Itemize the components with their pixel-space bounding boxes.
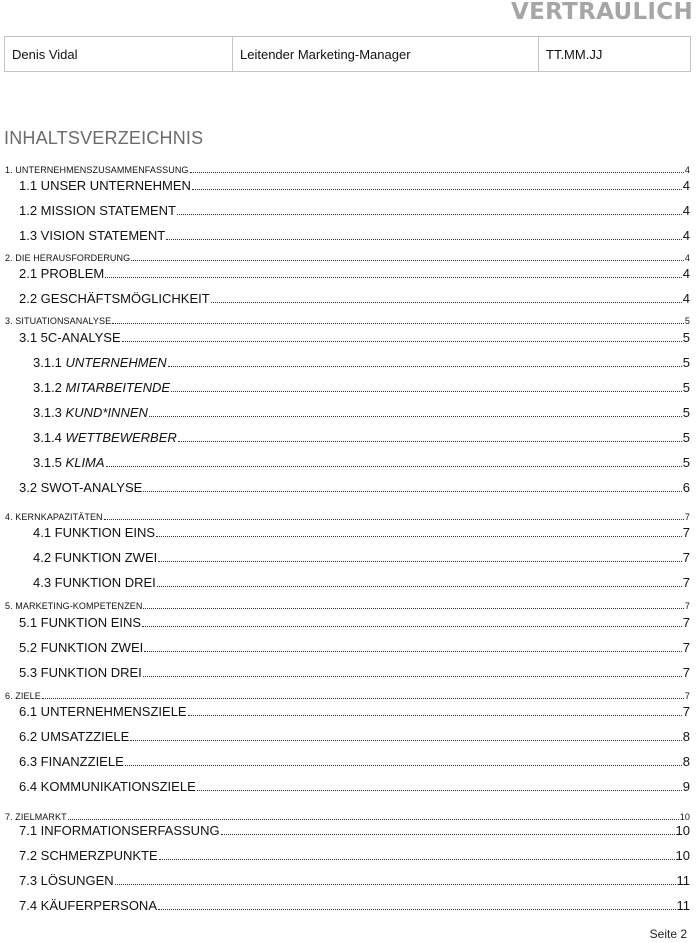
toc-dot-leader <box>131 260 684 261</box>
toc-entry[interactable] <box>33 455 690 470</box>
toc-entry-label: 5.3 FUNKTION DREI <box>19 665 142 680</box>
toc-entry-page: 4 <box>682 228 690 243</box>
author-role-cell: Leitender Marketing-Manager <box>233 37 539 72</box>
document-header-table <box>4 36 691 72</box>
toc-dot-leader <box>158 909 676 910</box>
toc-entry-page: 7 <box>684 601 690 611</box>
toc-entry-page: 9 <box>682 779 690 794</box>
toc-dot-leader <box>221 834 675 835</box>
toc-dot-leader <box>157 586 682 587</box>
toc-entry[interactable] <box>33 550 690 565</box>
toc-dot-leader <box>122 341 682 342</box>
toc-entry-label: 6. ZIELE <box>5 691 41 701</box>
toc-entry[interactable] <box>19 178 690 193</box>
toc-entry-page: 5 <box>682 355 690 370</box>
toc-dot-leader <box>143 608 683 609</box>
toc-entry-title: KUND*INNEN <box>65 405 148 420</box>
page-number: Seite 2 <box>649 927 687 941</box>
toc-entry-page: 8 <box>682 754 690 769</box>
toc-entry-page: 4 <box>682 203 690 218</box>
toc-entry[interactable] <box>19 779 690 794</box>
toc-entry-label: 6.2 UMSATZZIELE <box>19 729 130 744</box>
toc-entry[interactable] <box>33 430 690 445</box>
toc-entry-page: 5 <box>684 316 690 326</box>
toc-entry[interactable] <box>5 512 690 522</box>
toc-entry-page: 4 <box>682 178 690 193</box>
toc-entry-page: 4 <box>682 291 690 306</box>
toc-entry-page: 10 <box>679 812 690 822</box>
toc-entry-label: 2. DIE HERAUSFORDERUNG <box>5 253 131 263</box>
toc-entry[interactable] <box>5 812 690 822</box>
toc-entry-label: 5.1 FUNKTION EINS <box>19 615 142 630</box>
toc-entry-label: 5.2 FUNKTION ZWEI <box>19 640 144 655</box>
toc-entry[interactable] <box>19 848 690 863</box>
toc-entry-label <box>33 405 148 420</box>
toc-entry-number: 3.1.2 <box>33 380 62 395</box>
toc-entry-page: 7 <box>682 525 690 540</box>
toc-dot-leader <box>142 626 682 627</box>
toc-dot-leader <box>159 859 675 860</box>
toc-entry-label <box>33 455 105 470</box>
toc-entry-title: UNTERNEHMEN <box>65 355 167 370</box>
toc-entry-label: 1.2 MISSION STATEMENT <box>19 203 176 218</box>
toc-entry[interactable] <box>19 640 690 655</box>
toc-dot-leader <box>171 391 682 392</box>
toc-entry-page: 5 <box>682 380 690 395</box>
toc-dot-leader <box>166 239 682 240</box>
toc-entry-page: 8 <box>682 729 690 744</box>
toc-entry[interactable] <box>19 704 690 719</box>
toc-entry-page: 7 <box>684 691 690 701</box>
toc-dot-leader <box>68 819 679 820</box>
toc-entry[interactable] <box>5 253 690 263</box>
toc-entry-label: 2.1 PROBLEM <box>19 266 105 281</box>
toc-entry-page: 5 <box>682 455 690 470</box>
toc-dot-leader <box>105 277 682 278</box>
toc-dot-leader <box>149 416 682 417</box>
toc-entry-label: 4.1 FUNKTION EINS <box>33 525 156 540</box>
toc-entry-page: 4 <box>682 266 690 281</box>
toc-entry-label: 5. MARKETING-KOMPETENZEN <box>5 601 143 611</box>
toc-entry-label: 2.2 GESCHÄFTSMÖGLICHKEIT <box>19 291 210 306</box>
toc-entry[interactable] <box>19 873 690 888</box>
confidential-label: VERTRAULICH <box>511 0 693 25</box>
toc-entry-number: 3.1.1 <box>33 355 62 370</box>
header-row <box>5 37 691 72</box>
toc-dot-leader <box>115 884 676 885</box>
toc-entry-page: 6 <box>682 480 690 495</box>
toc-dot-leader <box>178 441 682 442</box>
toc-entry[interactable] <box>19 480 690 495</box>
toc-entry[interactable] <box>5 601 690 611</box>
toc-entry-number: 3.1.3 <box>33 405 62 420</box>
toc-entry-label: 4.2 FUNKTION ZWEI <box>33 550 158 565</box>
toc-dot-leader <box>197 790 682 791</box>
toc-dot-leader <box>130 740 681 741</box>
toc-entry[interactable] <box>19 615 690 630</box>
toc-entry-label <box>33 430 177 445</box>
toc-entry-page: 7 <box>682 665 690 680</box>
toc-entry[interactable] <box>33 380 690 395</box>
toc-entry[interactable] <box>33 355 690 370</box>
toc-dot-leader <box>125 765 682 766</box>
toc-entry-page: 5 <box>682 405 690 420</box>
toc-dot-leader <box>188 715 682 716</box>
toc-dot-leader <box>156 536 682 537</box>
author-name-cell: Denis Vidal <box>5 37 233 72</box>
toc-entry-page: 5 <box>682 330 690 345</box>
toc-entry-number: 3.1.4 <box>33 430 62 445</box>
toc-dot-leader <box>143 676 682 677</box>
toc-entry[interactable] <box>19 203 690 218</box>
toc-entry-label: 3.2 SWOT-ANALYSE <box>19 480 143 495</box>
toc-dot-leader <box>168 366 682 367</box>
toc-entry-label: 1. UNTERNEHMENSZUSAMMENFASSUNG <box>5 165 189 175</box>
toc-dot-leader <box>104 519 684 520</box>
date-cell: TT.MM.JJ <box>539 37 691 72</box>
toc-entry-label: 6.1 UNTERNEHMENSZIELE <box>19 704 187 719</box>
toc-dot-leader <box>112 323 684 324</box>
toc-entry[interactable] <box>5 316 690 326</box>
toc-entry-title: KLIMA <box>65 455 105 470</box>
toc-entry-label: 3. SITUATIONSANALYSE <box>5 316 112 326</box>
toc-entry-page: 7 <box>682 704 690 719</box>
toc-entry-page: 4 <box>684 253 690 263</box>
toc-dot-leader <box>211 302 682 303</box>
toc-dot-leader <box>106 466 682 467</box>
toc-entry-title: MITARBEITENDE <box>65 380 171 395</box>
toc-entry[interactable] <box>33 525 690 540</box>
toc-entry[interactable] <box>33 405 690 420</box>
toc-entry[interactable] <box>19 228 690 243</box>
toc-entry-page: 10 <box>675 823 690 838</box>
toc-entry-label: 7.1 INFORMATIONSERFASSUNG <box>19 823 220 838</box>
toc-entry[interactable] <box>19 291 690 306</box>
toc-entry-label: 7. ZIELMARKT <box>5 812 67 822</box>
toc-entry-page: 7 <box>682 640 690 655</box>
toc-entry-page: 11 <box>676 873 690 888</box>
toc-entry[interactable] <box>19 266 690 281</box>
toc-dot-leader <box>42 698 684 699</box>
toc-dot-leader <box>192 189 682 190</box>
toc-entry-page: 10 <box>675 848 690 863</box>
toc-entry[interactable] <box>5 691 690 701</box>
toc-entry-page: 7 <box>682 575 690 590</box>
toc-entry-label: 7.4 KÄUFERPERSONA <box>19 898 157 913</box>
toc-entry-label: 4. KERNKAPAZITÄTEN <box>5 512 103 522</box>
toc-entry-label: 1.3 VISION STATEMENT <box>19 228 166 243</box>
toc-entry[interactable] <box>19 330 690 345</box>
toc-entry-page: 4 <box>684 165 690 175</box>
toc-dot-leader <box>143 491 681 492</box>
toc-dot-leader <box>177 214 682 215</box>
toc-dot-leader <box>158 561 682 562</box>
toc-entry-label: 1.1 UNSER UNTERNEHMEN <box>19 178 191 193</box>
toc-entry-label: 4.3 FUNKTION DREI <box>33 575 156 590</box>
toc-entry-page: 11 <box>676 898 690 913</box>
toc-entry-page: 7 <box>684 512 690 522</box>
toc-entry[interactable] <box>19 898 690 913</box>
toc-entry-number: 3.1.5 <box>33 455 62 470</box>
toc-title: INHALTSVERZEICHNIS <box>4 128 204 148</box>
toc-entry[interactable] <box>19 729 690 744</box>
toc-entry[interactable] <box>19 823 690 838</box>
toc-entry[interactable] <box>19 754 690 769</box>
toc-entry-label: 6.3 FINANZZIELE <box>19 754 124 769</box>
toc-entry-label: 7.2 SCHMERZPUNKTE <box>19 848 158 863</box>
toc-dot-leader <box>144 651 682 652</box>
toc-entry[interactable] <box>19 665 690 680</box>
toc-entry-page: 7 <box>682 550 690 565</box>
toc-entry-title: WETTBEWERBER <box>65 430 177 445</box>
toc-entry-label: 6.4 KOMMUNIKATIONSZIELE <box>19 779 196 794</box>
toc-entry-label <box>33 355 167 370</box>
toc-entry-page: 7 <box>682 615 690 630</box>
toc-entry-label <box>33 380 170 395</box>
toc-dot-leader <box>190 172 684 173</box>
toc-entry-label: 3.1 5C-ANALYSE <box>19 330 121 345</box>
toc-entry-label: 7.3 LÖSUNGEN <box>19 873 114 888</box>
toc-entry[interactable] <box>33 575 690 590</box>
toc-entry-page: 5 <box>682 430 690 445</box>
toc-entry[interactable] <box>5 165 690 175</box>
